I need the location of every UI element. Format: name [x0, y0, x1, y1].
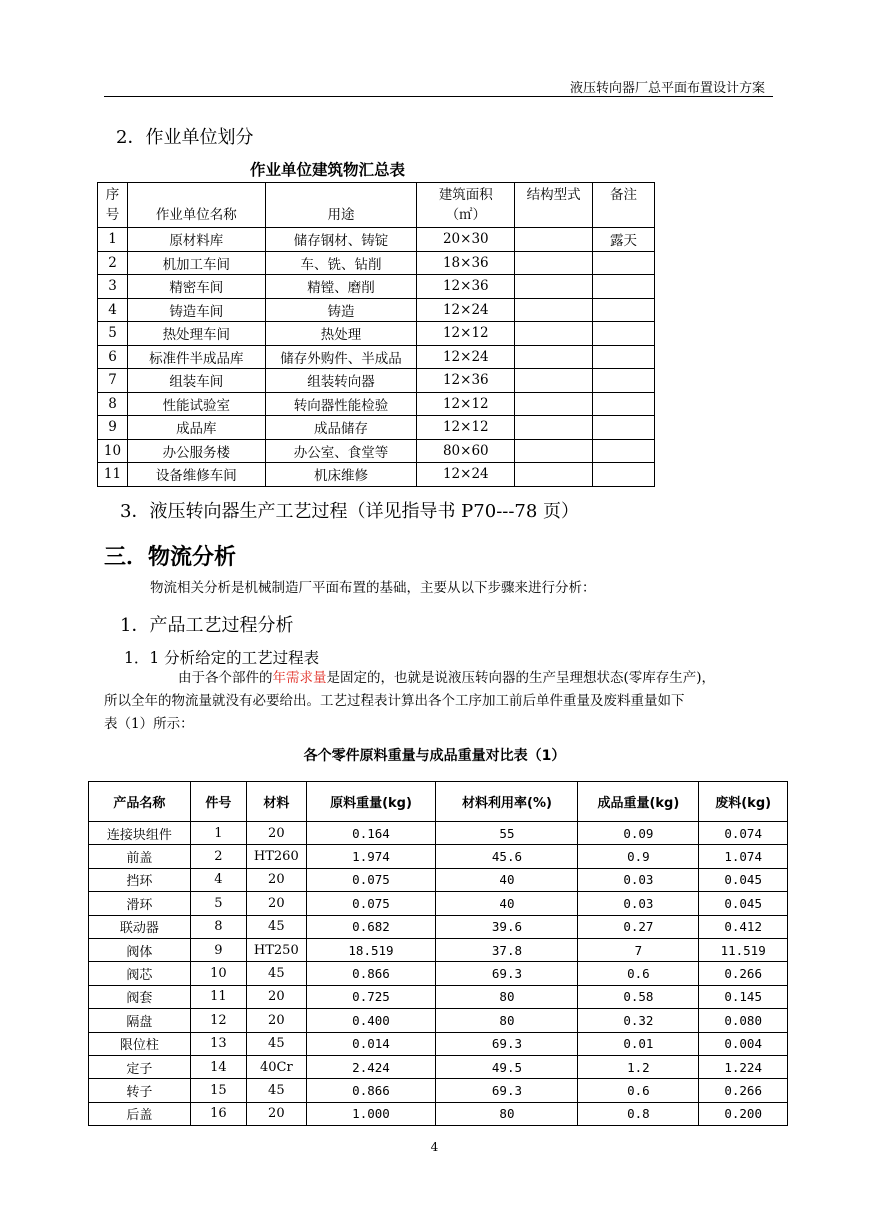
table1-cell-note: [593, 369, 655, 393]
table1-cell-no: 3: [98, 275, 128, 299]
table2-cell: 20: [247, 1009, 306, 1032]
table1-cell-name: 组装车间: [127, 369, 265, 393]
table2-cell: 39.6: [436, 915, 578, 938]
table1-header-row: [98, 183, 655, 228]
table2-header-cell: 件号: [190, 782, 246, 822]
table2-cell: 限位柱: [89, 1032, 191, 1055]
table1-cell-structure: [515, 463, 593, 487]
table2-cell: 40Cr: [247, 1055, 306, 1078]
table-row: [89, 1102, 788, 1125]
table2-cell: 隔盘: [89, 1009, 191, 1032]
table1-cell-name: 办公服务楼: [127, 439, 265, 463]
table1-cell-use: 机床维修: [265, 463, 417, 487]
table1-cell-area: 12×24: [417, 463, 515, 487]
table2-cell: 联动器: [89, 915, 191, 938]
table-row: [89, 915, 788, 938]
table1-cell-area: 12×12: [417, 416, 515, 440]
table2-cell: 16: [190, 1102, 246, 1125]
table2-cell: 0.6: [578, 1079, 699, 1102]
table-row: [89, 962, 788, 985]
table1-cell-use: 办公室、食堂等: [265, 439, 417, 463]
table2-cell: 80: [436, 985, 578, 1008]
table1-cell-structure: [515, 228, 593, 252]
table2-cell: 1.000: [306, 1102, 436, 1125]
table2-cell: 2: [190, 845, 246, 868]
table2-cell: 0.014: [306, 1032, 436, 1055]
table1-cell-note: 露天: [593, 228, 655, 252]
table1-cell-name: 机加工车间: [127, 251, 265, 275]
table2-cell: 0.682: [306, 915, 436, 938]
table2-cell: 挡环: [89, 868, 191, 891]
table2-cell: 49.5: [436, 1055, 578, 1078]
table1-cell-use: 热处理: [265, 322, 417, 346]
table1-cell-name: 铸造车间: [127, 298, 265, 322]
table-row: [89, 868, 788, 891]
table2-cell: 55: [436, 822, 578, 845]
table2-cell: 80: [436, 1102, 578, 1125]
table1-header-use: 用途: [265, 183, 417, 228]
table2-cell: 9: [190, 938, 246, 961]
table2-cell: 0.400: [306, 1009, 436, 1032]
table2-cell: 20: [247, 985, 306, 1008]
table-row: [89, 1009, 788, 1032]
table1-cell-structure: [515, 298, 593, 322]
table1-cell-no: 8: [98, 392, 128, 416]
table2-cell: 11: [190, 985, 246, 1008]
table2-cell: 0.145: [699, 985, 788, 1008]
table-row: [98, 275, 655, 299]
table2-cell: 20: [247, 1102, 306, 1125]
table2-cell: 0.866: [306, 1079, 436, 1102]
table-row: [89, 845, 788, 868]
table2-cell: 0.03: [578, 868, 699, 891]
table2-cell: 69.3: [436, 962, 578, 985]
para-line-2: 所以全年的物流量就没有必要给出。工艺过程表计算出各个工序加工前后单件重量及废料重量如下: [104, 693, 685, 709]
table2-cell: 20: [247, 892, 306, 915]
table2-cell: 1.074: [699, 845, 788, 868]
table1-cell-area: 80×60: [417, 439, 515, 463]
table2-cell: 45.6: [436, 845, 578, 868]
table2-cell: 1.2: [578, 1055, 699, 1078]
table1-cell-no: 1: [98, 228, 128, 252]
table1-cell-no: 5: [98, 322, 128, 346]
table2-cell: 20: [247, 822, 306, 845]
table1-caption: 作业单位建筑物汇总表: [250, 161, 406, 179]
table-row: [89, 1079, 788, 1102]
table2-header-cell: 原料重量(kg): [306, 782, 436, 822]
table2-cell: 11.519: [699, 938, 788, 961]
table2-cell: 1.224: [699, 1055, 788, 1078]
table2-cell: 80: [436, 1009, 578, 1032]
table2-cell: 20: [247, 868, 306, 891]
section-title-process: 3．液压转向器生产工艺过程（详见指导书 P70---78 页）: [120, 501, 580, 522]
table2-cell: 0.6: [578, 962, 699, 985]
table2-cell: 0.32: [578, 1009, 699, 1032]
page-number: 4: [430, 1140, 439, 1154]
table2-cell: 14: [190, 1055, 246, 1078]
table-row: [89, 985, 788, 1008]
section-title-logistics: 三．物流分析: [104, 544, 237, 570]
table1-cell-use: 组装转向器: [265, 369, 417, 393]
table2-cell: 1.974: [306, 845, 436, 868]
table2-cell: 前盖: [89, 845, 191, 868]
logistics-intro: 物流相关分析是机械制造厂平面布置的基础，主要从以下步骤来进行分析：: [150, 580, 596, 596]
table1-cell-area: 12×36: [417, 275, 515, 299]
table2-cell: 69.3: [436, 1079, 578, 1102]
table2-cell: 40: [436, 868, 578, 891]
table2-cell: 45: [247, 962, 306, 985]
section-title-process-table: 1．1 分析给定的工艺过程表: [124, 649, 320, 667]
table1-cell-structure: [515, 275, 593, 299]
table2-cell: 37.8: [436, 938, 578, 961]
table2-cell: HT260: [247, 845, 306, 868]
table-row: [89, 892, 788, 915]
work-unit-table: [97, 182, 655, 487]
table-row: [98, 369, 655, 393]
table2-cell: 0.266: [699, 962, 788, 985]
table1-header-name: 作业单位名称: [127, 183, 265, 228]
table2-cell: 滑环: [89, 892, 191, 915]
table1-cell-no: 9: [98, 416, 128, 440]
table2-header-row: [89, 782, 788, 822]
table2-cell: 15: [190, 1079, 246, 1102]
section-title-product-process: 1．产品工艺过程分析: [120, 615, 294, 636]
table2-cell: 阀芯: [89, 962, 191, 985]
table1-cell-use: 车、铣、钻削: [265, 251, 417, 275]
table2-cell: 0.866: [306, 962, 436, 985]
table2-cell: 0.8: [578, 1102, 699, 1125]
table1-cell-note: [593, 392, 655, 416]
table1-cell-no: 2: [98, 251, 128, 275]
table1-cell-note: [593, 275, 655, 299]
table2-header-cell: 成品重量(kg): [578, 782, 699, 822]
table2-cell: 10: [190, 962, 246, 985]
table1-cell-note: [593, 251, 655, 275]
table2-cell: 0.725: [306, 985, 436, 1008]
table1-cell-note: [593, 322, 655, 346]
table1-cell-area: 12×12: [417, 392, 515, 416]
header-rule: [104, 96, 773, 97]
table2-header-cell: 材料: [247, 782, 306, 822]
table2-cell: 后盖: [89, 1102, 191, 1125]
table1-cell-use: 转向器性能检验: [265, 392, 417, 416]
table2-cell: 0.075: [306, 892, 436, 915]
table-row: [98, 251, 655, 275]
table1-cell-no: 11: [98, 463, 128, 487]
table1-cell-area: 12×24: [417, 345, 515, 369]
table2-cell: 转子: [89, 1079, 191, 1102]
table1-cell-no: 6: [98, 345, 128, 369]
table2-cell: 定子: [89, 1055, 191, 1078]
table2-cell: 5: [190, 892, 246, 915]
table2-cell: 连接块组件: [89, 822, 191, 845]
table1-cell-use: 成品储存: [265, 416, 417, 440]
table1-cell-structure: [515, 322, 593, 346]
table2-cell: 0.266: [699, 1079, 788, 1102]
table2-cell: 40: [436, 892, 578, 915]
table2-cell: 0.58: [578, 985, 699, 1008]
table2-cell: 0.01: [578, 1032, 699, 1055]
table2-cell: HT250: [247, 938, 306, 961]
table1-cell-no: 7: [98, 369, 128, 393]
table-row: [89, 938, 788, 961]
table2-cell: 7: [578, 938, 699, 961]
table2-header-cell: 材料利用率(%): [436, 782, 578, 822]
table2-cell: 0.27: [578, 915, 699, 938]
table2-cell: 13: [190, 1032, 246, 1055]
table-row: [98, 463, 655, 487]
table1-header-note: 备注: [593, 183, 655, 228]
table2-cell: 0.412: [699, 915, 788, 938]
table1-cell-use: 储存钢材、铸锭: [265, 228, 417, 252]
table1-header-no: 序 号: [98, 183, 128, 228]
table2-cell: 0.09: [578, 822, 699, 845]
table1-cell-name: 性能试验室: [127, 392, 265, 416]
table2-cell: 8: [190, 915, 246, 938]
table1-cell-note: [593, 463, 655, 487]
table1-cell-area: 12×36: [417, 369, 515, 393]
table2-cell: 4: [190, 868, 246, 891]
table2-cell: 12: [190, 1009, 246, 1032]
table1-cell-use: 精镗、磨削: [265, 275, 417, 299]
table1-header-structure: 结构型式: [515, 183, 593, 228]
table1-cell-name: 热处理车间: [127, 322, 265, 346]
table2-cell: 0.074: [699, 822, 788, 845]
table-row: [98, 392, 655, 416]
table2-cell: 45: [247, 1079, 306, 1102]
table1-cell-use: 铸造: [265, 298, 417, 322]
table2-header-cell: 废料(kg): [699, 782, 788, 822]
table2-header-cell: 产品名称: [89, 782, 191, 822]
table2-cell: 45: [247, 1032, 306, 1055]
table-row: [89, 1032, 788, 1055]
table2-cell: 0.9: [578, 845, 699, 868]
table-row: [98, 439, 655, 463]
table1-cell-structure: [515, 439, 593, 463]
table1-cell-note: [593, 416, 655, 440]
table1-cell-name: 精密车间: [127, 275, 265, 299]
para-line-3: 表（1）所示：: [104, 716, 194, 732]
table1-cell-structure: [515, 345, 593, 369]
table1-cell-note: [593, 345, 655, 369]
weight-comparison-table: [88, 781, 788, 1126]
table1-cell-no: 4: [98, 298, 128, 322]
table2-cell: 0.03: [578, 892, 699, 915]
table1-cell-use: 储存外购件、半成品: [265, 345, 417, 369]
table-row: [89, 822, 788, 845]
table2-cell: 2.424: [306, 1055, 436, 1078]
table1-cell-structure: [515, 369, 593, 393]
table1-cell-area: 18×36: [417, 251, 515, 275]
table-row: [98, 416, 655, 440]
table1-cell-area: 20×30: [417, 228, 515, 252]
table2-cell: 45: [247, 915, 306, 938]
section-title-work-units: 2．作业单位划分: [116, 127, 254, 148]
table1-cell-no: 10: [98, 439, 128, 463]
table2-cell: 0.164: [306, 822, 436, 845]
running-header: 液压转向器厂总平面布置设计方案: [569, 81, 765, 96]
table2-cell: 0.200: [699, 1102, 788, 1125]
table-row: [98, 298, 655, 322]
table1-cell-structure: [515, 392, 593, 416]
table2-cell: 0.004: [699, 1032, 788, 1055]
table2-cell: 69.3: [436, 1032, 578, 1055]
table1-cell-name: 设备维修车间: [127, 463, 265, 487]
table-row: [98, 228, 655, 252]
table2-cell: 0.080: [699, 1009, 788, 1032]
table2-cell: 0.045: [699, 892, 788, 915]
table2-cell: 0.075: [306, 868, 436, 891]
table1-cell-area: 12×12: [417, 322, 515, 346]
table1-cell-name: 标准件半成品库: [127, 345, 265, 369]
table1-cell-name: 成品库: [127, 416, 265, 440]
table2-cell: 18.519: [306, 938, 436, 961]
para-line-1: 由于各个部件的年需求量是固定的，也就是说液压转向器的生产呈理想状态(零库存生产)，: [178, 670, 716, 686]
table2-cell: 阀体: [89, 938, 191, 961]
table-row: [98, 322, 655, 346]
table1-cell-structure: [515, 416, 593, 440]
table1-cell-structure: [515, 251, 593, 275]
table1-cell-note: [593, 439, 655, 463]
table1-cell-note: [593, 298, 655, 322]
table1-header-area: 建筑面积 （㎡）: [417, 183, 515, 228]
table2-caption: 各个零件原料重量与成品重量对比表（1）: [303, 748, 566, 764]
table-row: [98, 345, 655, 369]
table2-cell: 阀套: [89, 985, 191, 1008]
table2-cell: 0.045: [699, 868, 788, 891]
table1-cell-name: 原材料库: [127, 228, 265, 252]
table1-cell-area: 12×24: [417, 298, 515, 322]
table2-cell: 1: [190, 822, 246, 845]
highlight-annual-demand: 年需求量: [272, 670, 327, 686]
table-row: [89, 1055, 788, 1078]
